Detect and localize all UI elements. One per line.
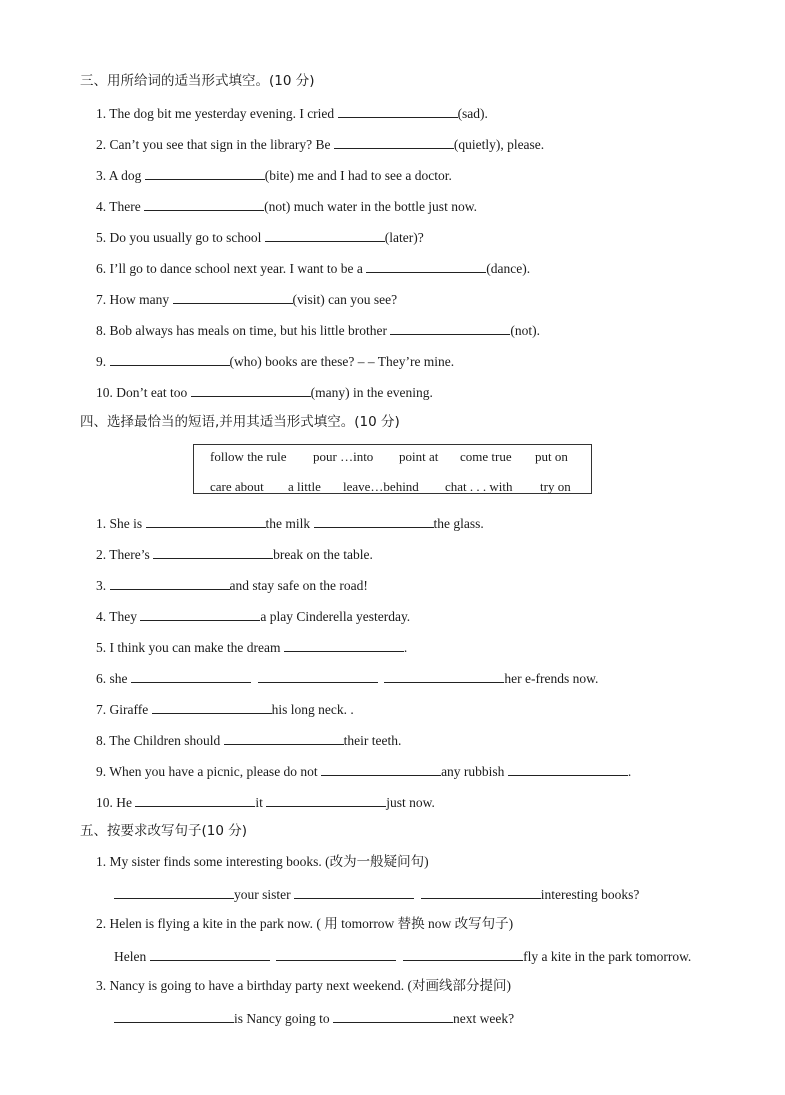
s4-item-10 xyxy=(96,792,435,812)
s3-item-1 xyxy=(96,103,488,123)
answer-blank[interactable] xyxy=(384,668,504,683)
section-5-title: 五、按要求改写句子(10 分) xyxy=(80,823,248,839)
answer-blank[interactable] xyxy=(314,513,434,528)
answer-blank[interactable] xyxy=(284,637,404,652)
section-4-title: 四、选择最恰当的短语,并用其适当形式填空。(10 分) xyxy=(80,414,400,430)
s4-item-5-end: . xyxy=(403,640,408,655)
s3-item-7-text: 7. How many xyxy=(96,292,173,307)
s3-item-7 xyxy=(96,289,397,309)
answer-blank[interactable] xyxy=(110,575,230,590)
s5-answer-2-text: Helen xyxy=(114,949,150,964)
section-3-title: 三、用所给词的适当形式填空。(10 分) xyxy=(80,73,315,89)
s3-item-7-hint: (visit) can you see? xyxy=(292,292,398,307)
s4-item-4-text: 4. They xyxy=(96,609,141,624)
answer-blank[interactable] xyxy=(145,165,265,180)
s4-item-9-text: 9. When you have a picnic, please do not xyxy=(96,764,322,779)
answer-blank[interactable] xyxy=(114,1008,234,1023)
s4-item-10-text: 10. He xyxy=(96,795,136,810)
s5-question-2: 2. Helen is flying a kite in the park now. ( 用 tomorrow 替换 now 改写句子) xyxy=(96,916,514,931)
s4-item-1 xyxy=(96,513,484,533)
s3-item-5-text: 5. Do you usually go to school xyxy=(96,230,265,245)
s3-item-9-hint: (who) books are these? – – They’re mine. xyxy=(229,354,455,369)
answer-blank[interactable] xyxy=(173,289,293,304)
s4-item-2-end: break on the table. xyxy=(273,547,373,562)
phrase-care-about: care about xyxy=(210,479,264,494)
s5-answer-2 xyxy=(114,946,691,966)
s4-item-3 xyxy=(96,575,368,595)
s4-item-6 xyxy=(96,668,598,688)
answer-blank[interactable] xyxy=(258,668,378,683)
s3-item-6-text: 6. I’ll go to dance school next year. I want to be a xyxy=(96,261,367,276)
s5-answer-1 xyxy=(114,884,639,904)
s4-item-6-text: 6. she xyxy=(96,671,131,686)
s3-item-4 xyxy=(96,196,477,216)
s3-item-4-text: 4. There xyxy=(96,199,145,214)
s4-item-10-end: just now. xyxy=(386,795,435,810)
answer-blank[interactable] xyxy=(321,761,441,776)
answer-blank[interactable] xyxy=(152,699,272,714)
s4-item-9-mid: any rubbish xyxy=(441,764,508,779)
answer-blank[interactable] xyxy=(144,196,264,211)
s3-item-5-hint: (later)? xyxy=(384,230,424,245)
s3-item-3-hint: (bite) me and I had to see a doctor. xyxy=(264,168,452,183)
phrase-point-at: point at xyxy=(399,449,439,464)
s3-item-6 xyxy=(96,258,530,278)
answer-blank[interactable] xyxy=(265,227,385,242)
s3-item-1-text: 1. The dog bit me yesterday evening. I cried xyxy=(96,106,338,121)
s4-item-4-end: a play Cinderella yesterday. xyxy=(260,609,411,624)
s4-item-10-mid: it xyxy=(255,795,267,810)
s3-item-3-text: 3. A dog xyxy=(96,168,145,183)
s3-item-2-text: 2. Can’t you see that sign in the library? Be xyxy=(96,137,334,152)
phrase-try-on: try on xyxy=(540,479,571,494)
answer-blank[interactable] xyxy=(276,946,396,961)
answer-blank[interactable] xyxy=(508,761,628,776)
answer-blank[interactable] xyxy=(191,382,311,397)
phrase-a-little: a little xyxy=(288,479,321,494)
phrase-leave-behind: leave…behind xyxy=(343,479,419,494)
phrase-come-true: come true xyxy=(460,449,512,464)
phrase-box xyxy=(193,444,592,494)
s5-answer-3-text: is Nancy going to xyxy=(234,1011,333,1026)
answer-blank[interactable] xyxy=(224,730,344,745)
s5-question-3: 3. Nancy is going to have a birthday party next weekend. (对画线部分提问) xyxy=(96,978,512,993)
answer-blank[interactable] xyxy=(135,792,255,807)
s3-item-10 xyxy=(96,382,433,402)
s3-item-8-hint: (not). xyxy=(510,323,540,338)
answer-blank[interactable] xyxy=(150,946,270,961)
s3-item-10-text: 10. Don’t eat too xyxy=(96,385,191,400)
s3-item-9 xyxy=(96,351,454,371)
s4-item-2-text: 2. There’s xyxy=(96,547,154,562)
answer-blank[interactable] xyxy=(390,320,510,335)
s3-item-1-hint: (sad). xyxy=(457,106,488,121)
phrase-put-on: put on xyxy=(535,449,568,464)
s3-item-2 xyxy=(96,134,544,154)
phrase-chat-with: chat . . . with xyxy=(445,479,513,494)
s4-item-9 xyxy=(96,761,631,781)
s5-answer-1-text: your sister xyxy=(234,887,294,902)
answer-blank[interactable] xyxy=(266,792,386,807)
answer-blank[interactable] xyxy=(294,884,414,899)
s4-item-1-text: 1. She is xyxy=(96,516,146,531)
s5-question-1: 1. My sister finds some interesting books. (改为一般疑问句) xyxy=(96,854,429,869)
s4-item-7 xyxy=(96,699,354,719)
s4-item-3-end: and stay safe on the road! xyxy=(229,578,368,593)
answer-blank[interactable] xyxy=(131,668,251,683)
s4-item-8-text: 8. The Children should xyxy=(96,733,224,748)
s3-item-9-text: 9. xyxy=(96,354,110,369)
s3-item-2-hint: (quietly), please. xyxy=(453,137,545,152)
answer-blank[interactable] xyxy=(153,544,273,559)
s4-item-8 xyxy=(96,730,401,750)
s4-item-7-end: his long neck. . xyxy=(271,702,354,717)
answer-blank[interactable] xyxy=(338,103,458,118)
s4-item-6-end: her e-frends now. xyxy=(504,671,599,686)
answer-blank[interactable] xyxy=(110,351,230,366)
s4-item-2 xyxy=(96,544,373,564)
s3-item-6-hint: (dance). xyxy=(486,261,531,276)
s5-answer-3-end: next week? xyxy=(453,1011,515,1026)
s4-item-8-end: their teeth. xyxy=(343,733,402,748)
s4-item-9-end: . xyxy=(627,764,632,779)
answer-blank[interactable] xyxy=(366,258,486,273)
s3-item-3 xyxy=(96,165,452,185)
answer-blank[interactable] xyxy=(403,946,523,961)
s4-item-3-text: 3. xyxy=(96,578,110,593)
answer-blank[interactable] xyxy=(146,513,266,528)
s3-item-4-hint: (not) much water in the bottle just now. xyxy=(264,199,477,214)
answer-blank[interactable] xyxy=(421,884,541,899)
s4-item-7-text: 7. Giraffe xyxy=(96,702,152,717)
s3-item-8 xyxy=(96,320,540,340)
s3-item-8-text: 8. Bob always has meals on time, but his little brother xyxy=(96,323,391,338)
s5-answer-2-end: fly a kite in the park tomorrow. xyxy=(523,949,692,964)
s4-item-4 xyxy=(96,606,410,626)
s4-item-1-mid: the milk xyxy=(265,516,314,531)
s4-item-5 xyxy=(96,637,407,657)
phrase-pour-into: pour …into xyxy=(313,449,374,464)
answer-blank[interactable] xyxy=(114,884,234,899)
s5-answer-1-end: interesting books? xyxy=(540,887,640,902)
s4-item-1-end: the glass. xyxy=(433,516,484,531)
phrase-follow-the-rule: follow the rule xyxy=(210,449,287,464)
answer-blank[interactable] xyxy=(333,1008,453,1023)
answer-blank[interactable] xyxy=(334,134,454,149)
answer-blank[interactable] xyxy=(140,606,260,621)
s4-item-5-text: 5. I think you can make the dream xyxy=(96,640,284,655)
s3-item-10-hint: (many) in the evening. xyxy=(310,385,433,400)
s5-answer-3 xyxy=(114,1008,514,1028)
s3-item-5 xyxy=(96,227,424,247)
